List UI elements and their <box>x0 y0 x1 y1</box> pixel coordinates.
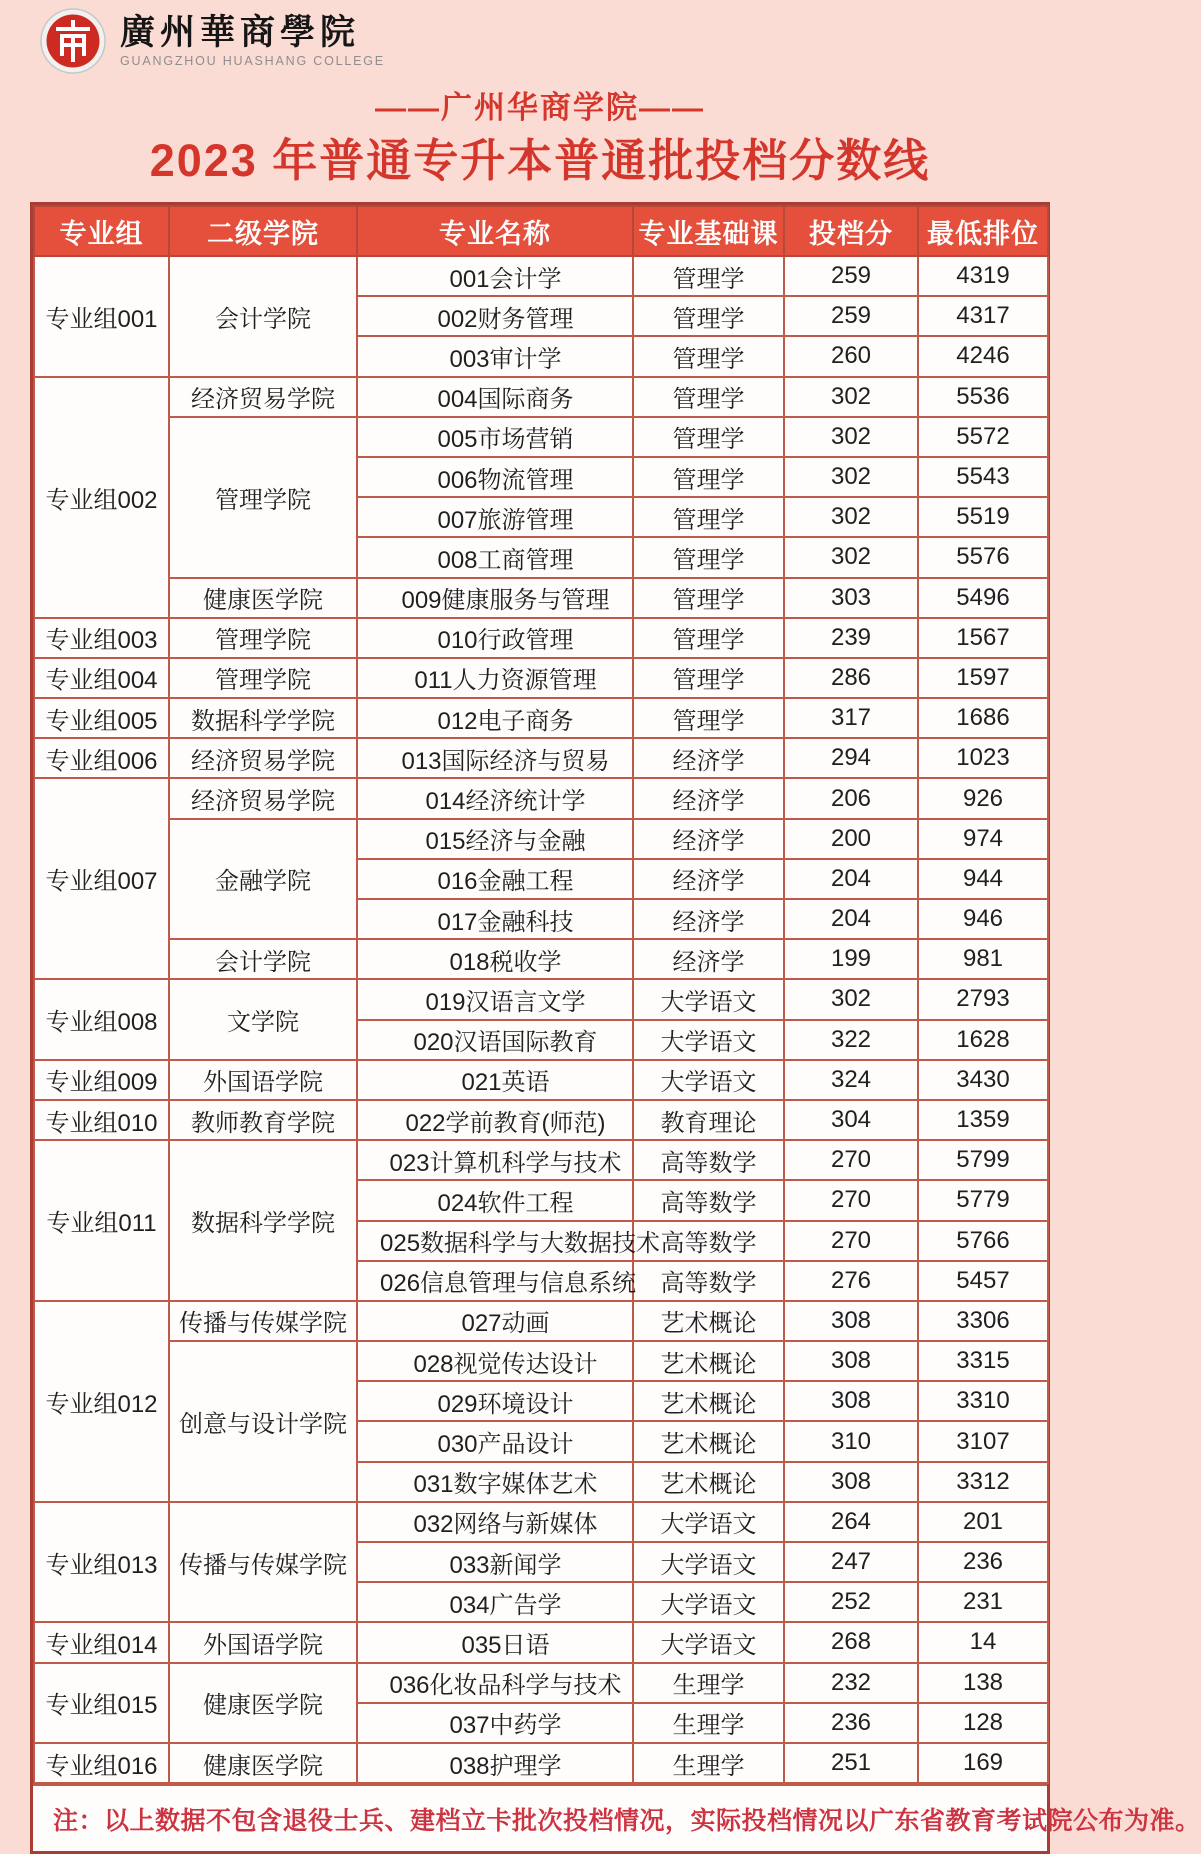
rank-cell: 5496 <box>918 578 1048 618</box>
college-cell: 外国语学院 <box>169 1622 357 1662</box>
score-cell: 259 <box>784 296 918 336</box>
rank-cell: 1686 <box>918 698 1048 738</box>
table-row <box>34 819 1048 859</box>
college-cell: 经济贸易学院 <box>169 738 357 778</box>
table-row <box>34 256 1048 296</box>
major-cell: 012电子商务 <box>357 698 633 738</box>
major-cell: 010行政管理 <box>357 618 633 658</box>
college-cell: 创意与设计学院 <box>169 1341 357 1502</box>
subtitle-college-line: ——广州华商学院—— <box>375 90 705 125</box>
rank-cell: 1628 <box>918 1020 1048 1060</box>
score-cell: 252 <box>784 1582 918 1622</box>
rank-cell: 5779 <box>918 1180 1048 1220</box>
score-cell: 308 <box>784 1462 918 1502</box>
score-cell: 302 <box>784 979 918 1019</box>
score-cell: 276 <box>784 1261 918 1301</box>
rank-cell: 138 <box>918 1663 1048 1703</box>
major-cell: 035日语 <box>357 1622 633 1662</box>
course-cell: 大学语文 <box>633 1622 784 1662</box>
college-cell: 健康医学院 <box>169 578 357 618</box>
college-name-english: GUANGZHOU HUASHANG COLLEGE <box>120 54 385 68</box>
major-cell: 027动画 <box>357 1301 633 1341</box>
table-row <box>34 1140 1048 1180</box>
major-cell: 013国际经济与贸易 <box>357 738 633 778</box>
table-row <box>34 1341 1048 1381</box>
rank-cell: 231 <box>918 1582 1048 1622</box>
table-row <box>34 658 1048 698</box>
rank-cell: 236 <box>918 1542 1048 1582</box>
rank-cell: 981 <box>918 939 1048 979</box>
major-cell: 019汉语言文学 <box>357 979 633 1019</box>
rank-cell: 3430 <box>918 1060 1048 1100</box>
course-cell: 生理学 <box>633 1703 784 1743</box>
major-cell: 037中药学 <box>357 1703 633 1743</box>
college-cell: 管理学院 <box>169 417 357 578</box>
score-cell: 308 <box>784 1301 918 1341</box>
course-cell: 经济学 <box>633 939 784 979</box>
score-cell: 302 <box>784 537 918 577</box>
score-table-frame <box>30 202 1201 1854</box>
table-row <box>34 1060 1048 1100</box>
course-cell: 管理学 <box>633 256 784 296</box>
college-cell: 管理学院 <box>169 618 357 658</box>
rank-cell: 3310 <box>918 1381 1048 1421</box>
score-cell: 199 <box>784 939 918 979</box>
college-cell: 数据科学学院 <box>169 1140 357 1301</box>
rank-cell: 5536 <box>918 377 1048 417</box>
score-cell: 239 <box>784 618 918 658</box>
course-cell: 高等数学 <box>633 1180 784 1220</box>
rank-cell: 4246 <box>918 336 1048 376</box>
course-cell: 高等数学 <box>633 1221 784 1261</box>
college-seal-icon <box>40 8 106 74</box>
table-row <box>34 377 1048 417</box>
col-header-score: 投档分 <box>784 206 918 256</box>
score-cell: 303 <box>784 578 918 618</box>
course-cell: 管理学 <box>633 578 784 618</box>
course-cell: 生理学 <box>633 1663 784 1703</box>
course-cell: 艺术概论 <box>633 1462 784 1502</box>
group-cell: 专业组005 <box>34 698 169 738</box>
group-cell: 专业组010 <box>34 1100 169 1140</box>
table-row <box>34 578 1048 618</box>
course-cell: 大学语文 <box>633 1502 784 1542</box>
rank-cell: 1023 <box>918 738 1048 778</box>
score-cell: 302 <box>784 497 918 537</box>
group-cell: 专业组008 <box>34 979 169 1059</box>
score-cell: 206 <box>784 778 918 818</box>
rank-cell: 926 <box>918 778 1048 818</box>
group-cell: 专业组016 <box>34 1743 169 1783</box>
score-table <box>33 205 1049 1784</box>
score-cell: 308 <box>784 1341 918 1381</box>
major-cell: 030产品设计 <box>357 1421 633 1461</box>
course-cell: 高等数学 <box>633 1261 784 1301</box>
course-cell: 大学语文 <box>633 1542 784 1582</box>
rank-cell: 3315 <box>918 1341 1048 1381</box>
table-header-row <box>34 206 1048 256</box>
rank-cell: 3306 <box>918 1301 1048 1341</box>
major-cell: 024软件工程 <box>357 1180 633 1220</box>
rank-cell: 5576 <box>918 537 1048 577</box>
course-cell: 生理学 <box>633 1743 784 1783</box>
course-cell: 管理学 <box>633 417 784 457</box>
major-cell: 034广告学 <box>357 1582 633 1622</box>
major-cell: 026信息管理与信息系统 <box>357 1261 633 1301</box>
rank-cell: 5572 <box>918 417 1048 457</box>
group-cell: 专业组015 <box>34 1663 169 1743</box>
score-cell: 264 <box>784 1502 918 1542</box>
table-row <box>34 1663 1048 1703</box>
footnote: 注：以上数据不包含退役士兵、建档立卡批次投档情况，实际投档情况以广东省教育考试院公布为准。 <box>33 1784 1047 1851</box>
rank-cell: 4319 <box>918 256 1048 296</box>
course-cell: 经济学 <box>633 899 784 939</box>
group-cell: 专业组004 <box>34 658 169 698</box>
group-cell: 专业组013 <box>34 1502 169 1623</box>
table-row <box>34 778 1048 818</box>
major-cell: 028视觉传达设计 <box>357 1341 633 1381</box>
col-header-group: 专业组 <box>34 206 169 256</box>
rank-cell: 201 <box>918 1502 1048 1542</box>
rank-cell: 128 <box>918 1703 1048 1743</box>
course-cell: 经济学 <box>633 738 784 778</box>
course-cell: 艺术概论 <box>633 1421 784 1461</box>
group-cell: 专业组001 <box>34 256 169 377</box>
major-cell: 020汉语国际教育 <box>357 1020 633 1060</box>
course-cell: 艺术概论 <box>633 1341 784 1381</box>
table-row <box>34 1100 1048 1140</box>
course-cell: 经济学 <box>633 859 784 899</box>
table-row <box>34 1301 1048 1341</box>
col-header-major: 专业名称 <box>357 206 633 256</box>
rank-cell: 4317 <box>918 296 1048 336</box>
college-cell: 外国语学院 <box>169 1060 357 1100</box>
score-cell: 259 <box>784 256 918 296</box>
score-cell: 270 <box>784 1180 918 1220</box>
course-cell: 艺术概论 <box>633 1301 784 1341</box>
rank-cell: 5457 <box>918 1261 1048 1301</box>
major-cell: 004国际商务 <box>357 377 633 417</box>
college-cell: 经济贸易学院 <box>169 377 357 417</box>
score-cell: 247 <box>784 1542 918 1582</box>
major-cell: 015经济与金融 <box>357 819 633 859</box>
rank-cell: 1597 <box>918 658 1048 698</box>
course-cell: 管理学 <box>633 537 784 577</box>
major-cell: 009健康服务与管理 <box>357 578 633 618</box>
major-cell: 014经济统计学 <box>357 778 633 818</box>
score-cell: 302 <box>784 417 918 457</box>
course-cell: 大学语文 <box>633 1020 784 1060</box>
major-cell: 029环境设计 <box>357 1381 633 1421</box>
table-row <box>34 1743 1048 1783</box>
college-cell: 会计学院 <box>169 939 357 979</box>
group-cell: 专业组007 <box>34 778 169 979</box>
college-cell: 管理学院 <box>169 658 357 698</box>
course-cell: 大学语文 <box>633 1060 784 1100</box>
rank-cell: 946 <box>918 899 1048 939</box>
college-name-chinese: 廣州華商學院 <box>120 12 361 53</box>
table-row <box>34 1622 1048 1662</box>
course-cell: 经济学 <box>633 819 784 859</box>
score-cell: 294 <box>784 738 918 778</box>
page-title: 2023 年普通专升本普通批投档分数线 <box>149 135 931 186</box>
group-cell: 专业组006 <box>34 738 169 778</box>
rank-cell: 169 <box>918 1743 1048 1783</box>
score-cell: 302 <box>784 457 918 497</box>
col-header-course: 专业基础课 <box>633 206 784 256</box>
rank-cell: 2793 <box>918 979 1048 1019</box>
course-cell: 高等数学 <box>633 1140 784 1180</box>
course-cell: 管理学 <box>633 618 784 658</box>
course-cell: 管理学 <box>633 377 784 417</box>
table-row <box>34 618 1048 658</box>
major-cell: 008工商管理 <box>357 537 633 577</box>
rank-cell: 14 <box>918 1622 1048 1662</box>
course-cell: 管理学 <box>633 296 784 336</box>
group-cell: 专业组011 <box>34 1140 169 1301</box>
score-cell: 317 <box>784 698 918 738</box>
rank-cell: 3107 <box>918 1421 1048 1461</box>
major-cell: 033新闻学 <box>357 1542 633 1582</box>
major-cell: 005市场营销 <box>357 417 633 457</box>
major-cell: 017金融科技 <box>357 899 633 939</box>
major-cell: 023计算机科学与技术 <box>357 1140 633 1180</box>
rank-cell: 974 <box>918 819 1048 859</box>
score-cell: 308 <box>784 1381 918 1421</box>
score-cell: 251 <box>784 1743 918 1783</box>
major-cell: 032网络与新媒体 <box>357 1502 633 1542</box>
rank-cell: 1567 <box>918 618 1048 658</box>
major-cell: 031数字媒体艺术 <box>357 1462 633 1502</box>
rank-cell: 1359 <box>918 1100 1048 1140</box>
major-cell: 022学前教育(师范) <box>357 1100 633 1140</box>
major-cell: 002财务管理 <box>357 296 633 336</box>
course-cell: 管理学 <box>633 658 784 698</box>
course-cell: 管理学 <box>633 497 784 537</box>
score-cell: 286 <box>784 658 918 698</box>
course-cell: 管理学 <box>633 457 784 497</box>
course-cell: 大学语文 <box>633 1582 784 1622</box>
major-cell: 036化妆品科学与技术 <box>357 1663 633 1703</box>
rank-cell: 5543 <box>918 457 1048 497</box>
college-cell: 经济贸易学院 <box>169 778 357 818</box>
score-cell: 204 <box>784 859 918 899</box>
score-cell: 232 <box>784 1663 918 1703</box>
college-cell: 会计学院 <box>169 256 357 377</box>
major-cell: 018税收学 <box>357 939 633 979</box>
table-row <box>34 939 1048 979</box>
rank-cell: 5799 <box>918 1140 1048 1180</box>
major-cell: 007旅游管理 <box>357 497 633 537</box>
score-cell: 322 <box>784 1020 918 1060</box>
college-cell: 数据科学学院 <box>169 698 357 738</box>
score-cell: 270 <box>784 1140 918 1180</box>
rank-cell: 3312 <box>918 1462 1048 1502</box>
major-cell: 021英语 <box>357 1060 633 1100</box>
college-name-block <box>120 14 385 68</box>
score-cell: 304 <box>784 1100 918 1140</box>
course-cell: 管理学 <box>633 336 784 376</box>
group-cell: 专业组009 <box>34 1060 169 1100</box>
score-cell: 204 <box>784 899 918 939</box>
group-cell: 专业组002 <box>34 377 169 618</box>
group-cell: 专业组003 <box>34 618 169 658</box>
college-cell: 健康医学院 <box>169 1743 357 1783</box>
table-row <box>34 698 1048 738</box>
score-cell: 236 <box>784 1703 918 1743</box>
table-row <box>34 1502 1048 1542</box>
course-cell: 经济学 <box>633 778 784 818</box>
table-row <box>34 738 1048 778</box>
group-cell: 专业组014 <box>34 1622 169 1662</box>
course-cell: 大学语文 <box>633 979 784 1019</box>
college-cell: 健康医学院 <box>169 1663 357 1743</box>
college-cell: 文学院 <box>169 979 357 1059</box>
major-cell: 003审计学 <box>357 336 633 376</box>
major-cell: 038护理学 <box>357 1743 633 1783</box>
major-cell: 011人力资源管理 <box>357 658 633 698</box>
group-cell: 专业组012 <box>34 1301 169 1502</box>
major-cell: 001会计学 <box>357 256 633 296</box>
score-cell: 200 <box>784 819 918 859</box>
rank-cell: 5766 <box>918 1221 1048 1261</box>
score-cell: 260 <box>784 336 918 376</box>
rank-cell: 944 <box>918 859 1048 899</box>
score-cell: 324 <box>784 1060 918 1100</box>
college-cell: 传播与传媒学院 <box>169 1502 357 1623</box>
major-cell: 006物流管理 <box>357 457 633 497</box>
major-cell: 016金融工程 <box>357 859 633 899</box>
major-cell: 025数据科学与大数据技术 <box>357 1221 633 1261</box>
score-cell: 310 <box>784 1421 918 1461</box>
college-cell: 金融学院 <box>169 819 357 940</box>
table-row <box>34 417 1048 457</box>
rank-cell: 5519 <box>918 497 1048 537</box>
table-row <box>34 979 1048 1019</box>
course-cell: 艺术概论 <box>633 1381 784 1421</box>
score-cell: 302 <box>784 377 918 417</box>
col-header-college: 二级学院 <box>169 206 357 256</box>
col-header-rank: 最低排位 <box>918 206 1048 256</box>
college-cell: 传播与传媒学院 <box>169 1301 357 1341</box>
score-cell: 268 <box>784 1622 918 1662</box>
college-cell: 教师教育学院 <box>169 1100 357 1140</box>
course-cell: 管理学 <box>633 698 784 738</box>
course-cell: 教育理论 <box>633 1100 784 1140</box>
brand-header <box>40 8 385 74</box>
score-cell: 270 <box>784 1221 918 1261</box>
